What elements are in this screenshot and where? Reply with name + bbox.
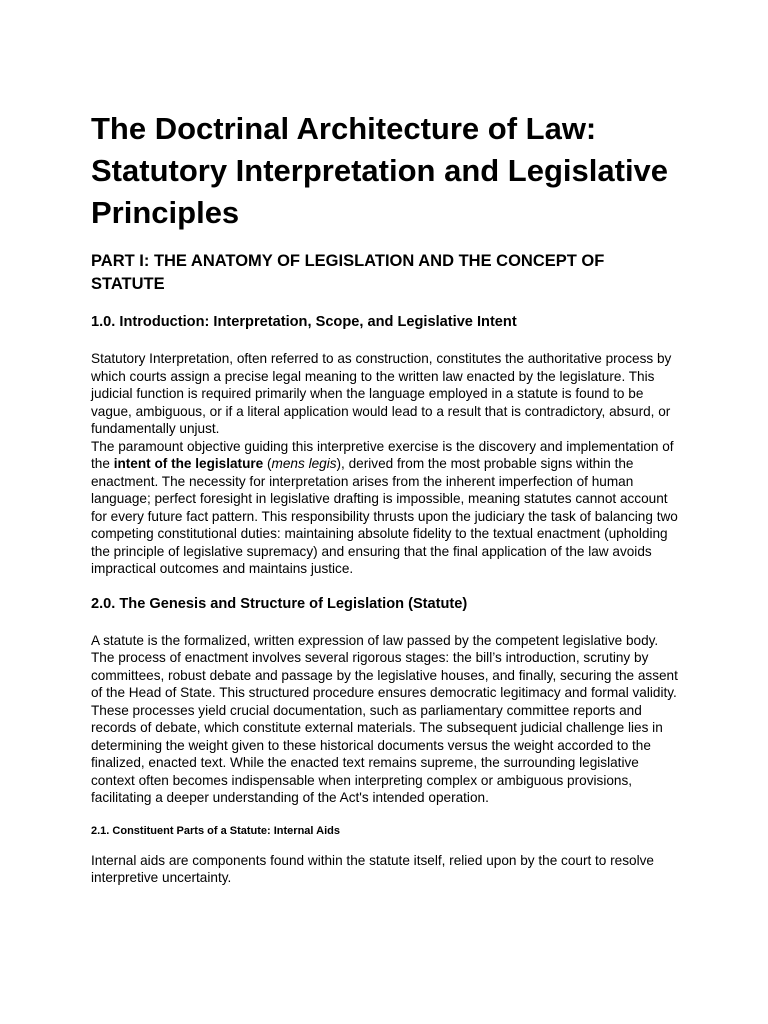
intro-paragraph-2-bold: intent of the legislature xyxy=(113,456,264,471)
intro-paragraph-2-text-b: ( xyxy=(263,456,272,471)
section-body-intro xyxy=(91,350,680,578)
document-title: The Doctrinal Architecture of Law: Statutory Interpretation and Legislative Principles xyxy=(91,111,669,230)
genesis-paragraph-2: These processes yield crucial documentation, such as parliamentary committee reports and records of debate, which constitute external materials. The subsequent judicial challenge lies in determining the weight given to these historical documents versus the weight accorded to the finalized, enacted text. While the enacted text remains supreme, the surrounding legislative context often becomes indispensable when interpreting complex or ambiguous provisions, facilitating a deeper understanding of the Act's intended operation. xyxy=(91,702,663,805)
intro-paragraph-2 xyxy=(91,438,680,578)
intro-paragraph-2-text-c: ), derived from the most probable signs within the enactment. The necessity for interpretation arises from the inherent imperfection of human language; perfect foresight in legislative drafting is impossible, meaning statutes cannot account for every future fact pattern. This responsibility thrusts upon the judiciary the task of balancing two competing constitutional duties: maintaining absolute fidelity to the textual enactment (upholding the principle of legislative supremacy) and ensuring that the final application of the law avoids impractical outcomes and maintains justice. xyxy=(91,456,678,576)
part-heading: PART I: THE ANATOMY OF LEGISLATION AND THE CONCEPT OF STATUTE xyxy=(91,252,605,293)
section-body-genesis xyxy=(91,632,680,807)
section-heading-intro: 1.0. Introduction: Interpretation, Scope, and Legislative Intent xyxy=(91,314,517,330)
internal-aids-paragraph-1: Internal aids are components found within the statute itself, relied upon by the court to resolve interpretive uncertainty. xyxy=(91,852,654,885)
subsection-body-internal-aids xyxy=(91,852,680,887)
intro-paragraph-2-text-a: The paramount objective guiding this interpretive exercise is the discovery and implementation of the xyxy=(91,438,674,471)
genesis-paragraph-1: A statute is the formalized, written expression of law passed by the competent legislative body. The process of enactment involves several rigorous stages: the bill’s introduction, scrutiny by committees, robust debate and passage by the legislative houses, and finally, securing the assent of the Head of State. This structured procedure ensures democratic legitimacy and formal validity. xyxy=(91,632,678,700)
intro-paragraph-2-italic: mens legis xyxy=(271,456,337,471)
section-heading-genesis: 2.0. The Genesis and Structure of Legislation (Statute) xyxy=(91,595,468,612)
subsection-heading-internal-aids: 2.1. Constituent Parts of a Statute: Internal Aids xyxy=(91,824,340,837)
intro-paragraph-1: Statutory Interpretation, often referred to as construction, constitutes the authoritative process by which courts assign a precise legal meaning to the written law enacted by the legislature. This judicial function is required primarily when the language employed in a statute is found to be vague, ambiguous, or if a literal application would lead to a result that is contradictory, absurd, or fundamentally unjust. xyxy=(91,351,672,436)
